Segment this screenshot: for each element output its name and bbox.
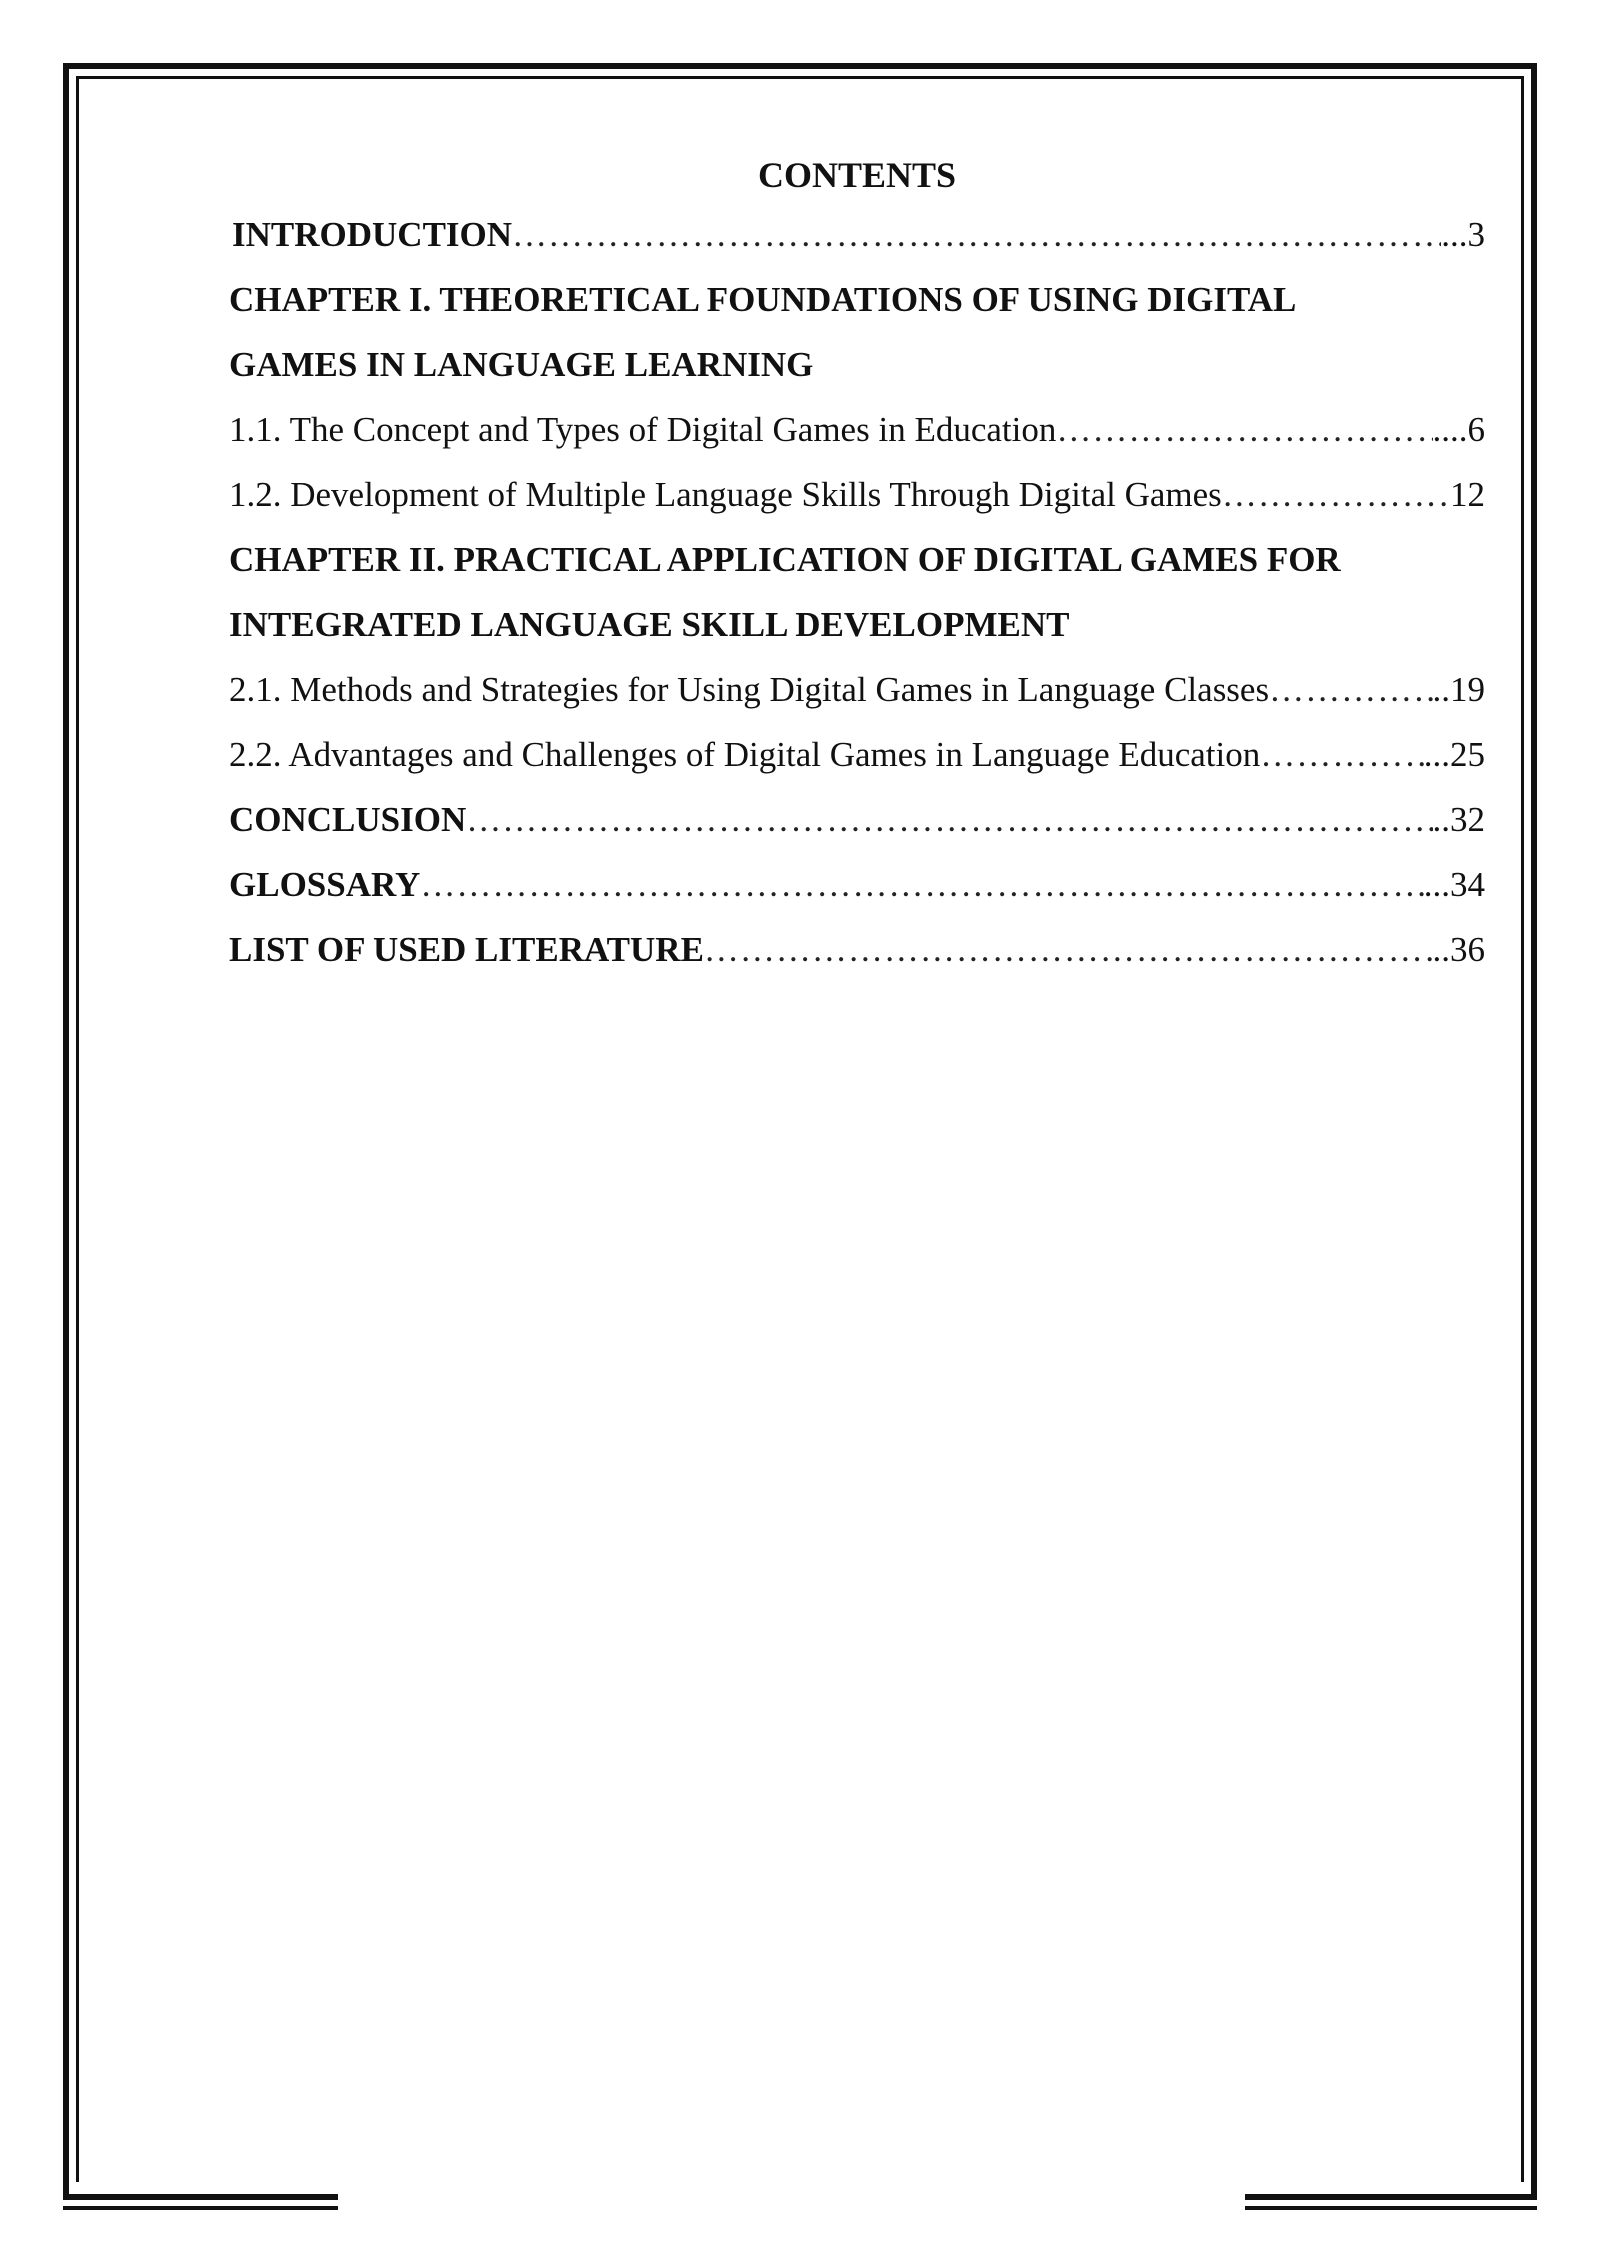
page-border-bottom-left: [63, 2194, 338, 2210]
toc-entry-label: GLOSSARY: [229, 865, 421, 904]
page-border-bottom-right: [1245, 2194, 1537, 2210]
toc-leader-dots: [1222, 462, 1450, 527]
toc-entry-label: CONCLUSION: [229, 800, 467, 839]
chapter-1-heading-line-2[interactable]: GAMES IN LANGUAGE LEARNING: [229, 345, 814, 384]
toc-entry-1-2[interactable]: [229, 462, 1485, 527]
toc-entry-2-1[interactable]: [229, 657, 1485, 722]
toc-entry-label: 1.1. The Concept and Types of Digital Games in Education: [229, 410, 1057, 449]
chapter-2-heading-line-1[interactable]: CHAPTER II. PRACTICAL APPLICATION OF DIGITAL GAMES FOR: [229, 540, 1341, 579]
toc-entry-page: ..36: [1432, 930, 1485, 969]
toc-entry-conclusion[interactable]: [229, 787, 1485, 852]
toc-entry-page: 12: [1450, 475, 1485, 514]
toc-leader-dots: [466, 787, 1432, 852]
toc-entry-label: 2.2. Advantages and Challenges of Digital Games in Language Education: [229, 735, 1261, 774]
toc-entry-1-1[interactable]: [229, 397, 1485, 462]
toc-entry-literature[interactable]: [229, 917, 1485, 982]
toc-entry-page: ..32: [1432, 800, 1485, 839]
chapter-1-heading-line-1[interactable]: CHAPTER I. THEORETICAL FOUNDATIONS OF USING DIGITAL: [229, 280, 1297, 319]
toc-entry-page: ....6: [1432, 410, 1485, 449]
toc-leader-dots: [704, 917, 1433, 982]
chapter-2-heading-line-2[interactable]: INTEGRATED LANGUAGE SKILL DEVELOPMENT: [229, 605, 1070, 644]
toc-leader-dots: [512, 202, 1441, 267]
toc-entry-label: 2.1. Methods and Strategies for Using Digital Games in Language Classes: [229, 670, 1270, 709]
toc-entry-page: ...34: [1423, 865, 1485, 904]
toc-entry-page: ...3: [1441, 215, 1485, 254]
toc-leader-dots: [1260, 722, 1423, 787]
toc-leader-dots: [1269, 657, 1432, 722]
toc-entry-label: 1.2. Development of Multiple Language Skills Through Digital Games: [229, 475, 1222, 514]
toc-leader-dots: [420, 852, 1423, 917]
contents-title: CONTENTS: [757, 155, 957, 195]
toc-entry-2-2[interactable]: [229, 722, 1485, 787]
toc-entry-glossary[interactable]: [229, 852, 1485, 917]
toc-entry-page: ..19: [1432, 670, 1485, 709]
table-of-contents: [229, 148, 1485, 982]
toc-entry-introduction[interactable]: [229, 202, 1485, 267]
toc-entry-label: LIST OF USED LITERATURE: [229, 930, 704, 969]
toc-entry-page: ...25: [1423, 735, 1485, 774]
toc-entry-label: INTRODUCTION: [232, 215, 513, 254]
toc-leader-dots: [1056, 397, 1432, 462]
